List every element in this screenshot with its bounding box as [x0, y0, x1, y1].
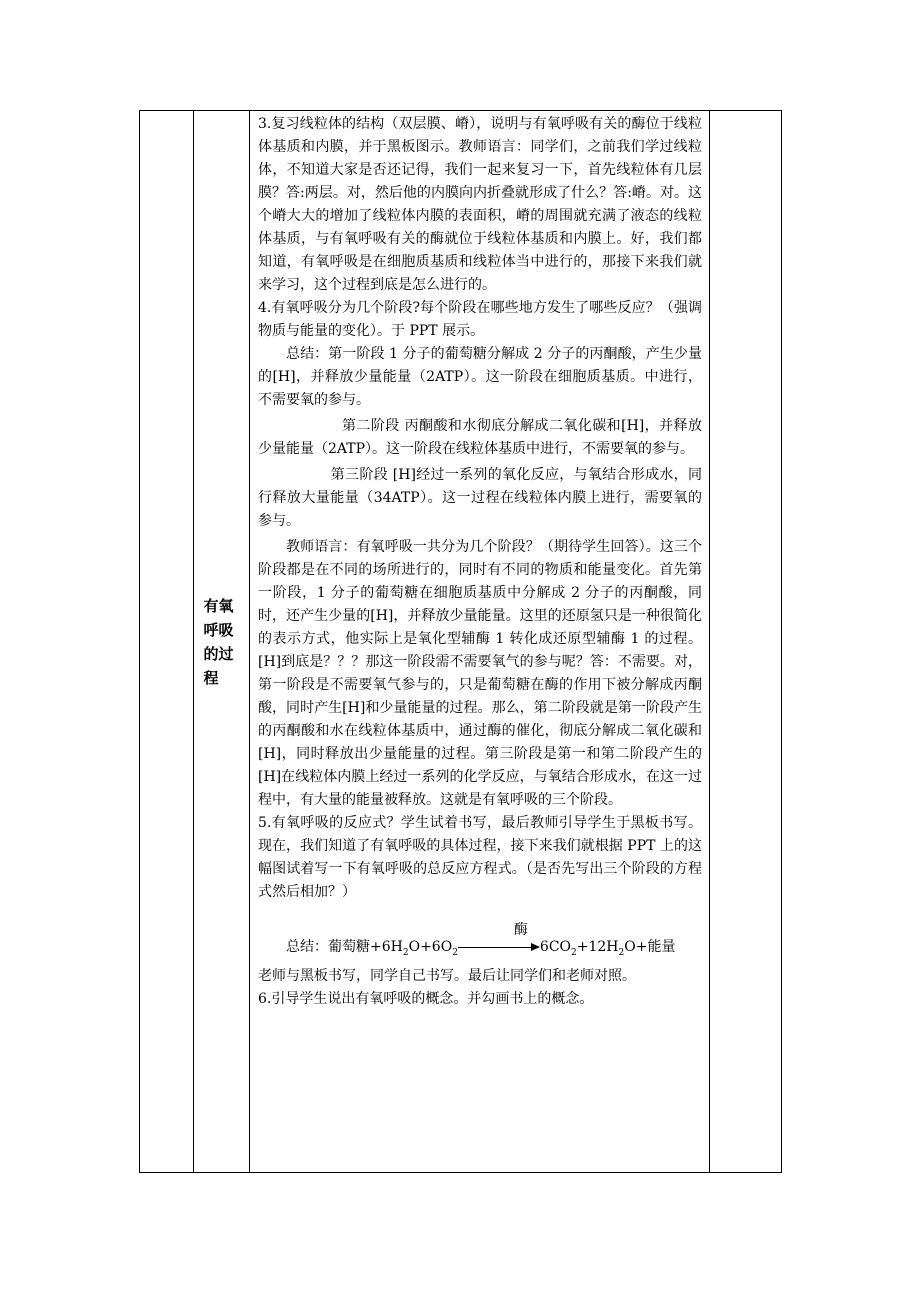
formula-suffix: O+能量 — [624, 939, 676, 955]
empty-cell-right — [710, 111, 782, 1173]
topic-label: 有氧呼吸的过程 — [203, 596, 234, 687]
paragraph-reaction-equation: 5.有氧呼吸的反应式？学生试着书写，最后教师引导学生于黑板书写。现在，我们知道了有氧呼吸的具体过程，接下来我们就根据 PPT 上的这幅图试着写一下有氧呼吸的总反应方程式。（是否先写出三个阶段的方程式然后相加？） — [258, 815, 702, 900]
content-cell — [250, 111, 710, 1173]
table-row — [140, 111, 782, 1173]
paragraph-board-writing: 老师与黑板书写，同学自己书写。最后让同学们和老师对照。 — [258, 967, 636, 984]
enzyme-label: 酶 — [513, 922, 528, 938]
paragraph-stage-one: 总结：第一阶段 1 分子的葡萄糖分解成 2 分子的丙酮酸，产生少量的[H]，并释放少量能量（2ATP）。这一阶段在细胞质基质。中进行，不需要氧的参与。 — [258, 346, 702, 408]
formula-product: +12H — [576, 939, 619, 955]
formula-prefix: 总结：葡萄糖+6H — [286, 939, 403, 955]
paragraph-stage-two: 第二阶段 丙酮酸和水彻底分解成二氧化碳和[H]，并释放少量能量（2ATP）。这一阶段在线粒体基质中进行，不需要氧的参与。 — [258, 418, 702, 457]
spacer — [258, 904, 702, 926]
formula-line — [258, 922, 702, 965]
arrow-head-icon — [531, 943, 540, 951]
formula-sub: 2 — [452, 947, 458, 958]
formula-sub: 2 — [571, 947, 577, 958]
lesson-table — [139, 110, 782, 1173]
reaction-arrow — [458, 922, 540, 954]
empty-cell-left — [140, 111, 194, 1173]
formula-sub: 2 — [402, 947, 409, 958]
topic-cell — [194, 111, 250, 1173]
paragraph-stages-question: 4.有氧呼吸分为几个阶段?每个阶段在哪些地方发生了哪些反应？（强调物质与能量的变化）。于 PPT 展示。 — [258, 300, 702, 339]
paragraph-teacher-speech: 教师语言：有氧呼吸一共分为几个阶段？（期待学生回答）。这三个阶段都是在不同的场所进行的，同时有不同的物质和能量变化。首先第一阶段，1 分子的葡萄糖在细胞质基质中分解成 2 分子的丙酮酸，同时，还产生少量的[H]，并释放少量能量。这里的还原氢只是一种很简化的表示方式，他实际上是氧化型辅酶 1 转化成还原型辅酶 1 的过程。[H]到底是？？？那这一阶段需不需要氧气的参与呢？答：不需要。对，第一阶段是不需要氧气参与的，只是葡萄糖在酶的作用下被分解成丙酮酸，同时产生[H]和少量能量的过程。那么，第二阶段就是第一阶段产生的丙酮酸和水在线粒体基质中，通过酶的催化，彻底分解成二氧化碳和[H]，同时释放出少量能量的过程。第三阶段是第一和第二阶段产生的[H]在线粒体内膜上经过一系列的化学反应，与氧结合形成水，在这一过程中，有大量的能量被释放。这就是有氧呼吸的三个阶段。 — [258, 539, 702, 808]
formula-reactant: O+6O — [408, 939, 453, 955]
formula-product: 6CO — [539, 939, 572, 955]
paragraph-stage-three: 第三阶段 [H]经过一系列的氧化反应，与氧结合形成水，同行释放大量能量（34ATP）。这一过程在线粒体内膜上进行，需要氧的参与。 — [258, 467, 702, 529]
paragraph-review-mitochondria: 3.复习线粒体的结构（双层膜、嵴），说明与有氧呼吸有关的酶位于线粒体基质和内膜，并于黑板图示。教师语言：同学们，之前我们学过线粒体，不知道大家是否还记得，我们一起来复习一下，首先线粒体有几层膜？答:两层。对，然后他的内膜向内折叠就形成了什么？答:嵴。对。这个嵴大大的增加了线粒体内膜的表面积，嵴的周围就充满了液态的线粒体基质，与有氧呼吸有关的酶就位于线粒体基质和内膜上。好，我们都知道，有氧呼吸是在细胞质基质和线粒体当中进行的，那接下来我们就来学习，这个过程到底是怎么进行的。 — [258, 116, 702, 293]
paragraph-concept: 6.引导学生说出有氧呼吸的概念。并勾画书上的概念。 — [258, 990, 594, 1007]
formula-sub: 2 — [618, 947, 625, 958]
